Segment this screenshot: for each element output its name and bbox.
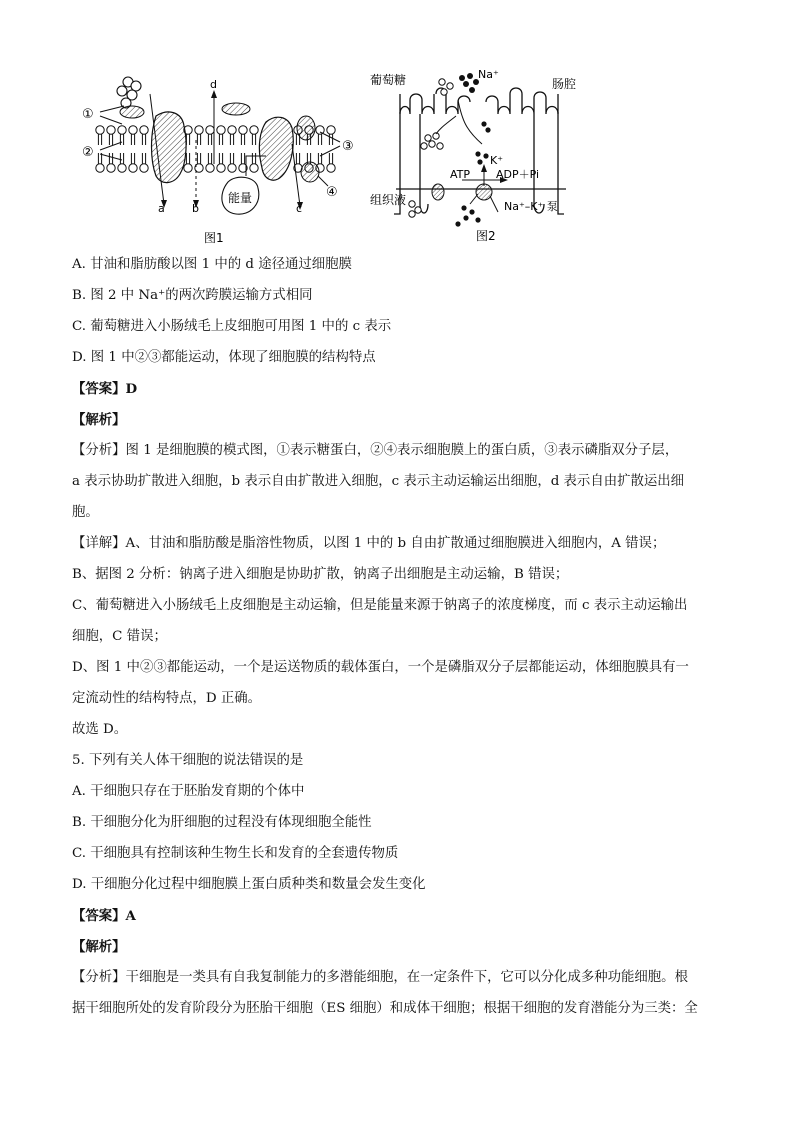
label-3: ③ [342,139,354,154]
q4-option-b: B. 图 2 中 Na⁺的两次跨膜运输方式相同 [72,288,313,303]
phospholipid-head [327,126,335,134]
phospholipid-head [327,164,335,172]
label-atp: ATP [450,168,471,181]
phospholipid-head [217,164,225,172]
q4-analysis-line: 【分析】图 1 是细胞膜的模式图，①表示糖蛋白，②④表示细胞膜上的蛋白质，③表示磷脂双分子层， [72,443,679,458]
q4-option-c: C. 葡萄糖进入小肠绒毛上皮细胞可用图 1 中的 c 表示 [72,319,392,334]
q4-analysis-heading: 【解析】 [72,412,126,428]
phospholipid-head [96,164,104,172]
phospholipid-head [107,164,115,172]
label-energy: 能量 [228,191,253,205]
phospholipid-head [217,126,225,134]
phospholipid-head [118,164,126,172]
label-pump: Na⁺–K⁺ 泵 [504,200,558,213]
q4-analysis-line: 胞。 [72,505,99,520]
figure-1-membrane-diagram [70,64,370,250]
label-lumen: 肠腔 [552,77,577,91]
q4-detail-line: 【详解】A、甘油和脂肪酸是脂溶性物质，以图 1 中的 b 自由扩散通过细胞膜进入细胞内，A 错误； [72,536,666,551]
q4-answer: 【答案】D [72,381,138,397]
phospholipid-head [250,126,258,134]
phospholipid-head [140,164,148,172]
phospholipid-head [206,126,214,134]
label-adp: ADP＋Pi [496,168,540,181]
label-k: K⁺ [490,154,504,167]
q4-detail-line: B、据图 2 分析：钠离子进入细胞是协助扩散，钠离子出细胞是主动运输，B 错误； [72,567,569,582]
phospholipid-head [118,126,126,134]
q4-detail-line: C、葡萄糖进入小肠绒毛上皮细胞是主动运输，但是能量来源于钠离子的浓度梯度，而 c 表示主动运输出 [72,598,688,613]
phospholipid-head [96,126,104,134]
figure-1-caption: 图1 [204,231,224,245]
q4-option-a: A. 甘油和脂肪酸以图 1 中的 d 途径通过细胞膜 [72,257,352,272]
phospholipid-head [195,126,203,134]
phospholipid-head [129,126,137,134]
phospholipid-head [239,126,247,134]
q5-option-d: D. 干细胞分化过程中细胞膜上蛋白质种类和数量会发生变化 [72,877,426,892]
q4-conclusion: 故选 D。 [72,722,128,737]
q4-option-d: D. 图 1 中②③都能运动，体现了细胞膜的结构特点 [72,350,376,365]
q4-detail-line: 定流动性的结构特点，D 正确。 [72,691,262,706]
phospholipid-head [250,164,258,172]
q5-analysis-heading: 【解析】 [72,939,126,955]
label-b: b [192,202,199,215]
q5-analysis-line: 【分析】干细胞是一类具有自我复制能力的多潜能细胞，在一定条件下，它可以分化成多种功能细胞。根 [72,970,688,985]
q5-stem: 5. 下列有关人体干细胞的说法错误的是 [72,753,304,768]
label-na: Na⁺ [478,68,499,81]
q5-analysis-line: 据干细胞所处的发育阶段分为胚胎干细胞（ES 细胞）和成体干细胞；根据干细胞的发育潜能分为三类：全 [72,1001,698,1016]
phospholipid-head [228,126,236,134]
label-4: ④ [326,185,338,200]
figures-row [70,64,610,250]
phospholipid-head [206,164,214,172]
figure-2-caption: 图2 [476,229,496,243]
label-a: a [158,202,165,215]
phospholipid-head [184,164,192,172]
phospholipid-head [107,126,115,134]
phospholipid-head [140,126,148,134]
label-c: c [296,202,303,215]
q4-detail-line: D、图 1 中②③都能运动，一个是运送物质的载体蛋白，一个是磷脂双分子层都能运动，体细胞膜具有一 [72,660,689,675]
label-glucose: 葡萄糖 [370,73,407,87]
q5-option-b: B. 干细胞分化为肝细胞的过程没有体现细胞全能性 [72,815,372,830]
q5-option-c: C. 干细胞具有控制该种生物生长和发育的全套遗传物质 [72,846,399,861]
q4-analysis-line: a 表示协助扩散进入细胞，b 表示自由扩散进入细胞，c 表示主动运输运出细胞，d 表示自由扩散运出细 [72,474,685,489]
figure-2-villus-diagram [366,64,610,250]
q5-answer: 【答案】A [72,908,136,924]
q5-option-a: A. 干细胞只存在于胚胎发育期的个体中 [72,784,305,799]
label-tissue-fluid: 组织液 [370,193,407,207]
q4-detail-line: 细胞，C 错误； [72,629,167,644]
label-d: d [210,78,217,91]
label-2: ② [82,145,94,160]
label-1: ① [82,107,94,122]
phospholipid-head [228,164,236,172]
phospholipid-head [129,164,137,172]
